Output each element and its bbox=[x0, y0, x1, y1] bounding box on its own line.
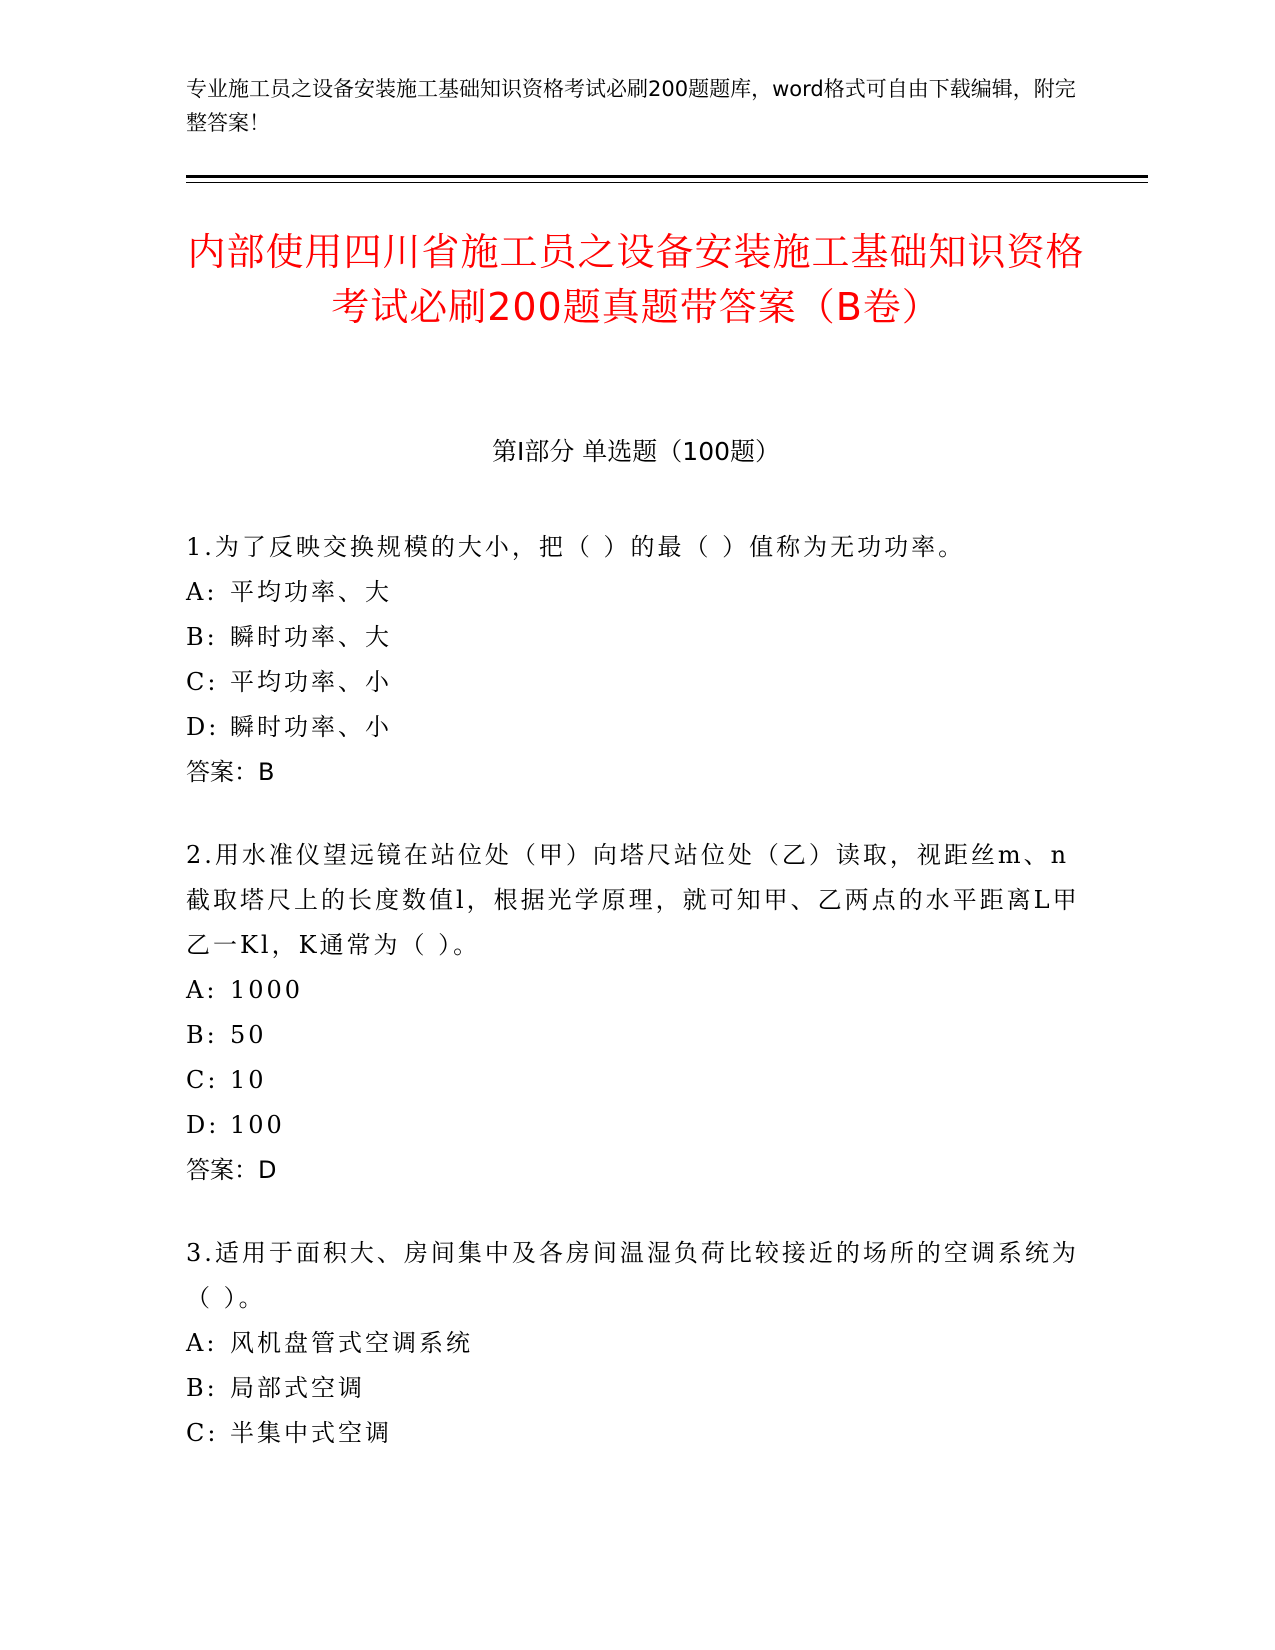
question-2 bbox=[186, 833, 1086, 1193]
document-title: 内部使用四川省施工员之设备安装施工基础知识资格考试必刷200题真题带答案（B卷） bbox=[187, 230, 1085, 329]
option-c bbox=[186, 1058, 1086, 1103]
option-letter: B: bbox=[186, 1374, 218, 1402]
question-stem: 1.为了反映交换规模的大小，把（ ）的最（ ）值称为无功功率。 bbox=[186, 533, 966, 561]
option-b bbox=[186, 1013, 1086, 1058]
question-list bbox=[186, 525, 1086, 1494]
option-text: 局部式空调 bbox=[230, 1374, 365, 1402]
option-letter: C: bbox=[186, 1066, 219, 1094]
option-text: 平均功率、小 bbox=[230, 668, 392, 696]
option-a bbox=[186, 968, 1086, 1013]
option-text: 平均功率、大 bbox=[230, 578, 392, 606]
header-rule-thick bbox=[186, 175, 1148, 178]
option-letter: A: bbox=[186, 578, 218, 606]
option-letter: D: bbox=[186, 1111, 220, 1139]
option-text: 50 bbox=[230, 1021, 267, 1049]
option-letter: C: bbox=[186, 1419, 219, 1447]
option-text: 瞬时功率、小 bbox=[230, 713, 392, 741]
option-c bbox=[186, 660, 1086, 705]
option-a bbox=[186, 1321, 1086, 1366]
option-letter: C: bbox=[186, 668, 219, 696]
question-stem: 2.用水准仪望远镜在站位处（甲）向塔尺站位处（乙）读取，视距丝m、n截取塔尺上的长度数值l，根据光学原理，就可知甲、乙两点的水平距离L甲乙一Kl，K通常为（ ）。 bbox=[186, 841, 1080, 959]
option-text: 风机盘管式空调系统 bbox=[230, 1329, 473, 1357]
answer-line: 答案：B bbox=[186, 758, 275, 786]
header-note: 专业施工员之设备安装施工基础知识资格考试必刷200题题库，word格式可自由下载编辑，附完整答案！ bbox=[186, 77, 1076, 135]
option-text: 半集中式空调 bbox=[230, 1419, 392, 1447]
option-text: 1000 bbox=[230, 976, 304, 1004]
option-letter: B: bbox=[186, 623, 218, 651]
header-rule-thin bbox=[186, 182, 1148, 183]
option-b bbox=[186, 615, 1086, 660]
question-3 bbox=[186, 1231, 1086, 1456]
option-a bbox=[186, 570, 1086, 615]
option-text: 瞬时功率、大 bbox=[230, 623, 392, 651]
option-c bbox=[186, 1411, 1086, 1456]
question-stem: 3.适用于面积大、房间集中及各房间温湿负荷比较接近的场所的空调系统为（ ）。 bbox=[186, 1239, 1079, 1312]
option-letter: B: bbox=[186, 1021, 218, 1049]
section-heading: 第I部分 单选题（100题） bbox=[491, 437, 781, 466]
option-d bbox=[186, 1103, 1086, 1148]
option-text: 100 bbox=[230, 1111, 285, 1139]
answer-line: 答案：D bbox=[186, 1156, 277, 1184]
option-d bbox=[186, 705, 1086, 750]
option-letter: A: bbox=[186, 1329, 218, 1357]
option-letter: D: bbox=[186, 713, 220, 741]
option-b bbox=[186, 1366, 1086, 1411]
question-1 bbox=[186, 525, 1086, 795]
option-letter: A: bbox=[186, 976, 218, 1004]
option-text: 10 bbox=[230, 1066, 267, 1094]
